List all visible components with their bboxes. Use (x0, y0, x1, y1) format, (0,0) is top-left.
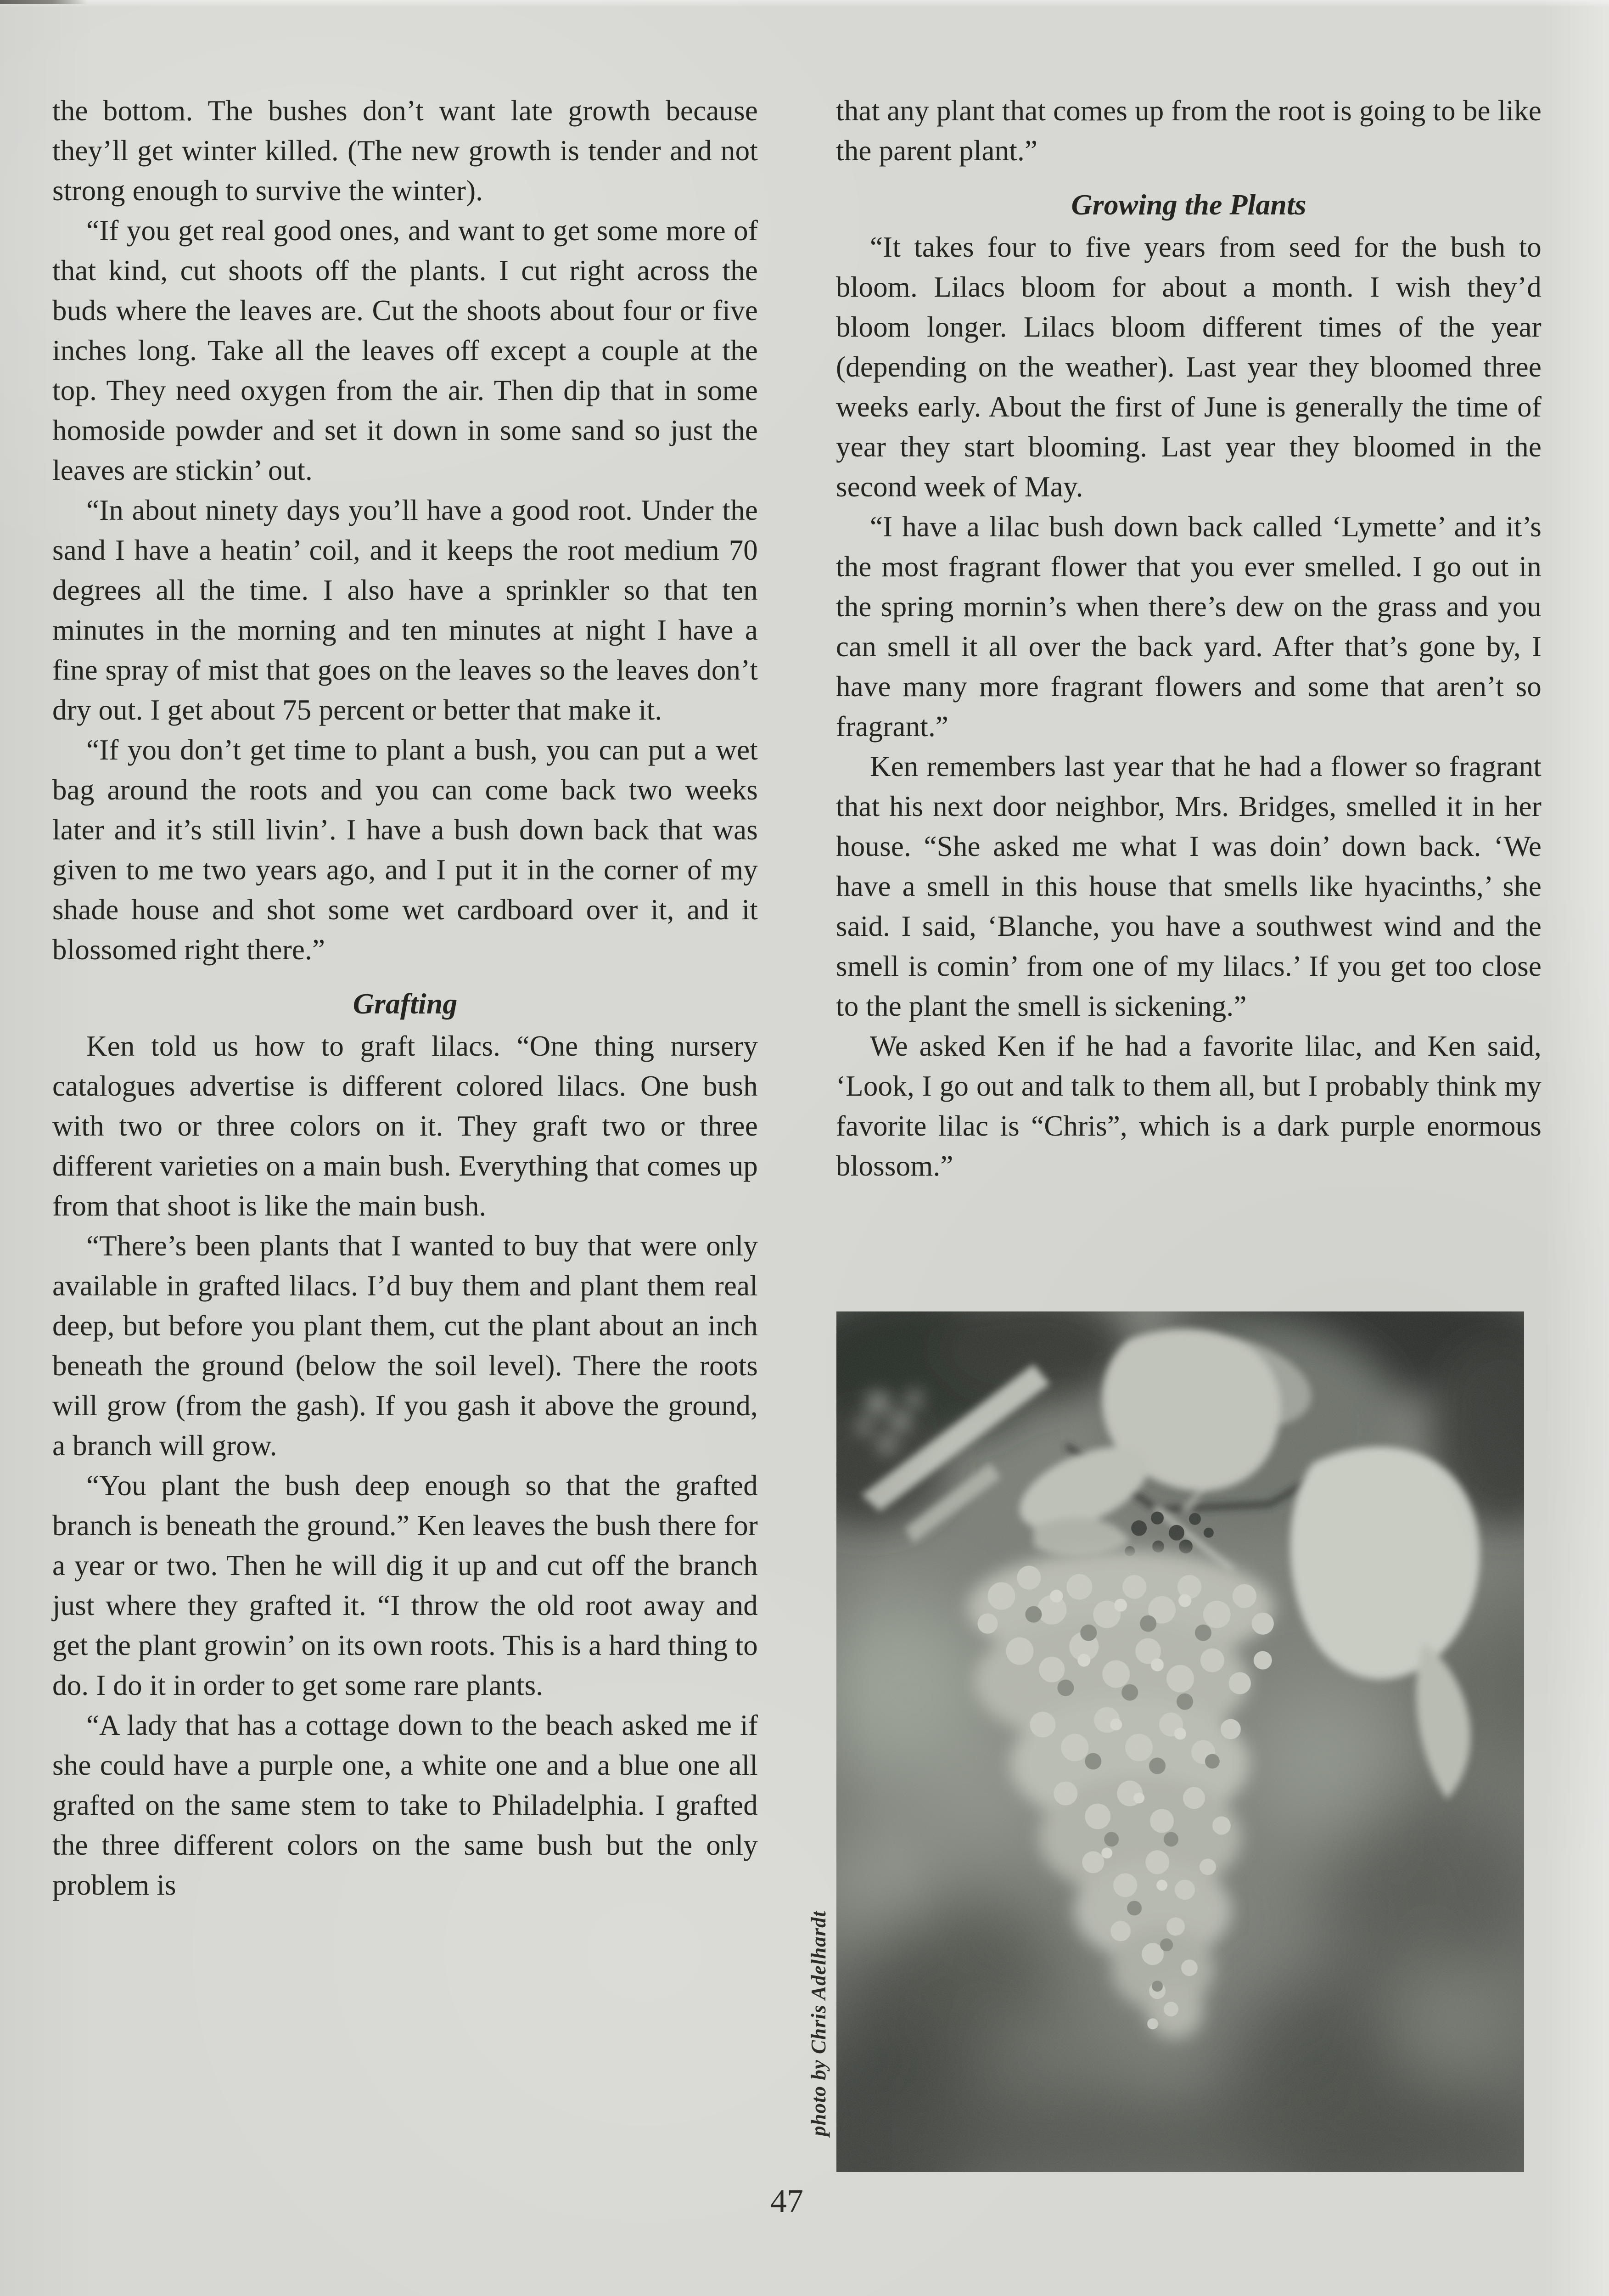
paragraph: Ken told us how to graft lilacs. “One thing nursery catalogues advertise is different colored lilacs. One bush with two or three colors on it. They graft two or three different varieties on a main bush. Everything that comes up from that shoot is like the main bush. (52, 1030, 758, 1222)
paragraph: “It takes four to five years from seed for the bush to bloom. Lilacs bloom for about a month. I wish they’d bloom longer. Lilacs bloom different times of the year (depending on the weather). Last year they bloomed three weeks early. About the first of June is generally the time of year they start blooming. Last year they bloomed in the second week of May. (836, 231, 1542, 503)
page-top-edge (0, 0, 1609, 7)
paragraph: “A lady that has a cottage down to the beach asked me if she could have a purple one, a white one and a blue one all grafted on the same stem to take to Philadelphia. I grafted the three different colors on the same bush but the only problem is (52, 1709, 758, 1901)
paragraph: “There’s been plants that I wanted to buy that were only available in grafted lilacs. I’d buy them and plant them real deep, but before you plant them, cut the plant about an inch beneath the ground (below the soil level). There the roots will grow (from the gash). If you gash it above the ground, a branch will grow. (52, 1230, 758, 1462)
paragraph: the bottom. The bushes don’t want late growth because they’ll get winter killed. (The new growth is tender and not strong enough to survive the winter). (52, 95, 758, 207)
paragraph: We asked Ken if he had a favorite lilac, and Ken said, ‘Look, I go out and talk to them all, but I probably think my favorite lilac is “Chris”, which is a dark purple enormous blossom.” (836, 1030, 1542, 1182)
paragraph: “If you don’t get time to plant a bush, you can put a wet bag around the roots and you can come back two weeks later and it’s still livin’. I have a bush down back that was given to me two years ago, and I put it in the corner of my shade house and shot some wet cardboard over it, and it blossomed right there.” (52, 734, 758, 966)
photo-credit: photo by Chris Adelhardt (807, 1910, 830, 2136)
paragraph: “You plant the bush deep enough so that the grafted branch is beneath the ground.” Ken leaves the bush there for a year or two. Then he will dig it up and cut off the branch just where they grafted it. “I throw the old root away and get the plant growin’ on its own roots. This is a hard thing to do. I do it in order to get some rare plants. (52, 1469, 758, 1701)
right-column (836, 91, 1542, 1186)
paragraph: “In about ninety days you’ll have a good root. Under the sand I have a heatin’ coil, and it keeps the root medium 70 degrees all the time. I also have a sprinkler so that ten minutes in the morning and ten minutes at night I have a fine spray of mist that goes on the leaves so the leaves don’t dry out. I get about 75 percent or better that make it. (52, 494, 758, 726)
lilac-photo (836, 1311, 1524, 2172)
paragraph: “I have a lilac bush down back called ‘Lymette’ and it’s the most fragrant flower that you ever smelled. I go out in the spring mornin’s when there’s dew on the grass and you can smell it all over the back yard. After that’s gone by, I have many more fragrant flowers and some that aren’t so fragrant.” (836, 511, 1542, 743)
lilac-photo-art (836, 1311, 1524, 2172)
paragraph: that any plant that comes up from the root is going to be like the parent plant.” (836, 95, 1542, 167)
page-number: 47 (770, 2183, 803, 2219)
section-heading: Growing the Plants (1071, 188, 1306, 221)
paragraph: Ken remembers last year that he had a flower so fragrant that his next door neighbor, Mrs. Bridges, smelled it in her house. “She asked me what I was doin’ down back. ‘We have a smell in this house that smells like hyacinths,’ she said. I said, ‘Blanche, you have a southwest wind and the smell is comin’ from one of my lilacs.’ If you get too close to the plant the smell is sickening.” (836, 750, 1542, 1022)
paragraph: “If you get real good ones, and want to get some more of that kind, cut shoots off the plants. I cut right across the buds where the leaves are. Cut the shoots about four or five inches long. Take all the leaves off except a couple at the top. They need oxygen from the air. Then dip that in some homoside powder and set it down in some sand so just the leaves are stickin’ out. (52, 214, 758, 486)
left-column (52, 91, 758, 1905)
section-heading: Grafting (353, 987, 458, 1020)
scan-smudge (0, 0, 87, 4)
